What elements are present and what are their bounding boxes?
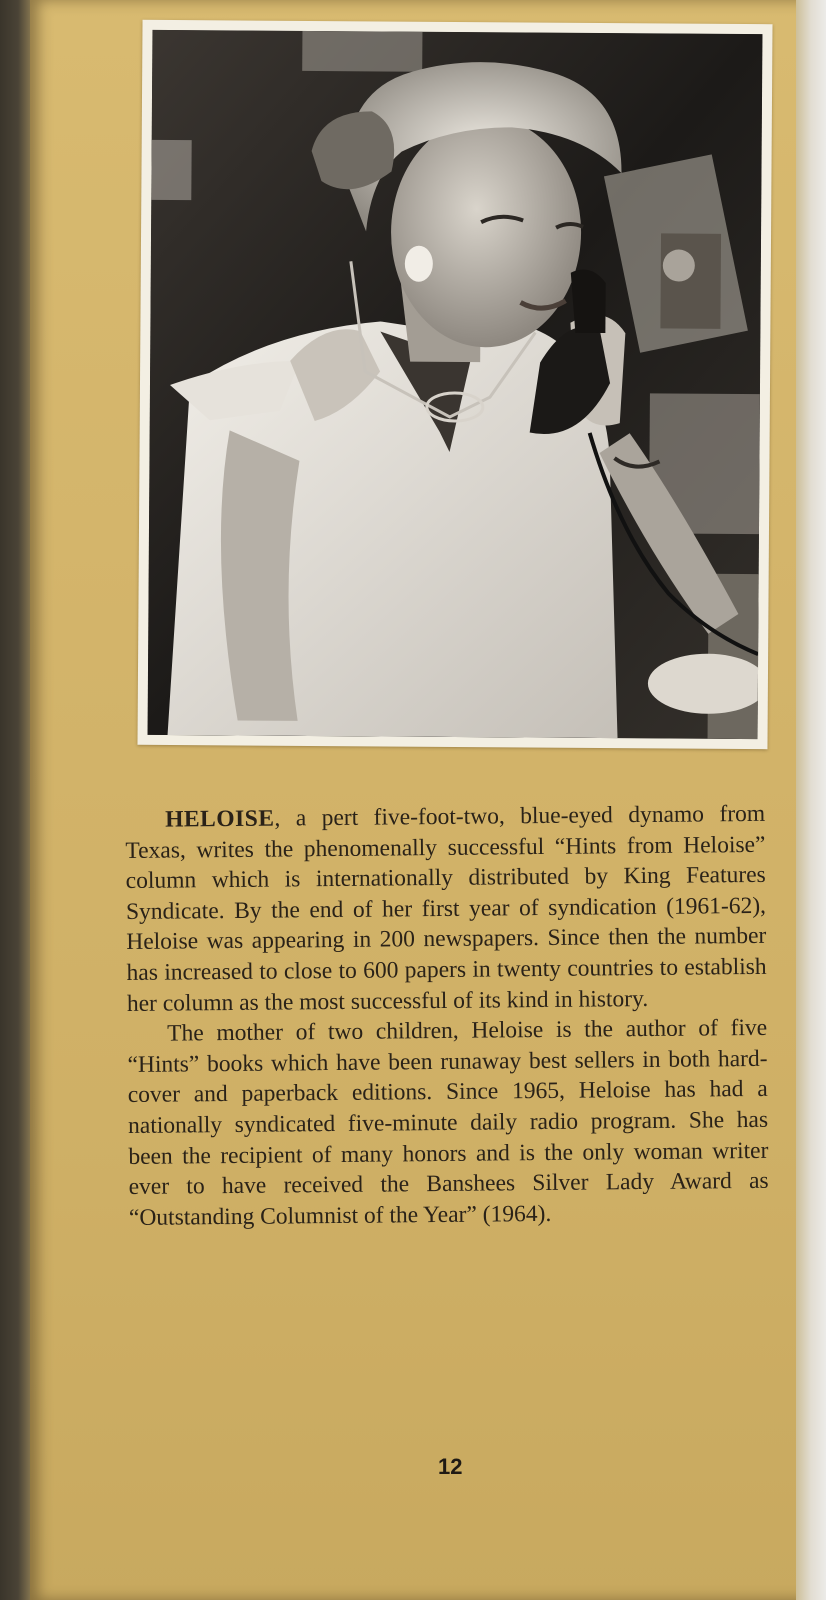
page-edge	[796, 0, 826, 1600]
photo-frame	[137, 20, 772, 749]
biography-paragraph-1	[125, 799, 767, 1019]
page-number: 12	[438, 1454, 463, 1479]
paragraph-2-body: The mother of two children, Heloise is the author of five “Hints” books which have been runaway best sellers in both hard-cover and paperback editions. Since 1965, Heloise has had a nationally syndicated five-minute daily radio program. She has been the recipient of many honors and is the only woman writer ever to have received the Banshees Silver Lady Award as “Outstanding Columnist of the Year” (1964).	[127, 1015, 769, 1231]
name-lead: HELOISE	[165, 805, 275, 833]
biography-text	[125, 799, 769, 1233]
booklet-page	[30, 0, 820, 1600]
heloise-photo	[148, 30, 763, 739]
woman-on-telephone-image	[148, 30, 763, 739]
paragraph-1-body: , a pert five-foot-two, blue-eyed dynamo from Texas, writes the phenomenally successful “Hints from Heloise” column which is internationally distributed by King Features Syndicate. By the end of her first year of syndication (1961-62), Heloise was appearing in 200 newspapers. Since then the number has increased to close to 600 papers in twenty countries to establish her column as the most successful of its kind in history.	[125, 800, 767, 1017]
biography-paragraph-2	[127, 1013, 769, 1233]
